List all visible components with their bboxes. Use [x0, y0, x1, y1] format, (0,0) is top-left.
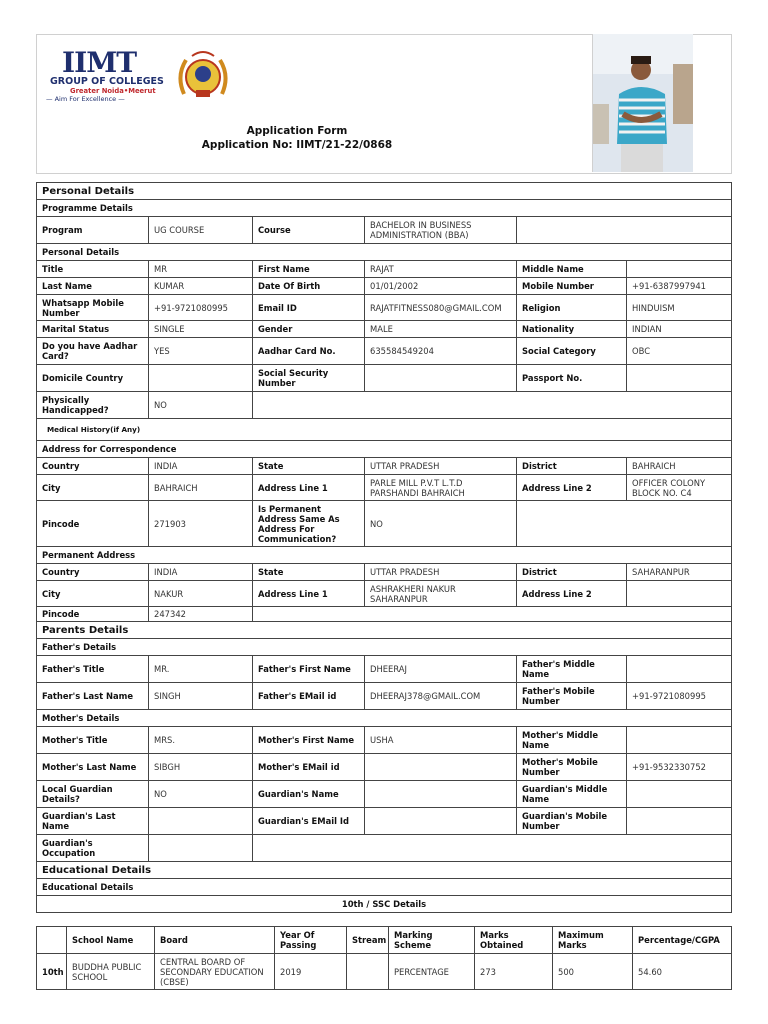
edu-header-stream: Stream: [347, 927, 389, 954]
handicapped-label: Physically Handicapped?: [37, 392, 149, 419]
subsection-personal-details: Personal Details: [37, 244, 732, 261]
gender-label: Gender: [253, 321, 365, 338]
father-title-label: Father's Title: [37, 656, 149, 683]
father-email-label: Father's EMail id: [253, 683, 365, 710]
guardian-last-name-value: [149, 808, 253, 835]
father-last-name-label: Father's Last Name: [37, 683, 149, 710]
corr-pincode-value: 271903: [149, 501, 253, 547]
father-middle-name-value: [627, 656, 732, 683]
mother-last-name-value: SIBGH: [149, 754, 253, 781]
last-name-value: KUMAR: [149, 278, 253, 295]
form-table: [36, 182, 732, 913]
ssn-value: [365, 365, 517, 392]
perm-city-label: City: [37, 581, 149, 607]
nationality-label: Nationality: [517, 321, 627, 338]
father-mobile-value: +91-9721080995: [627, 683, 732, 710]
mother-mobile-label: Mother's Mobile Number: [517, 754, 627, 781]
corr-address2-value: OFFICER COLONY BLOCK NO. C4: [627, 475, 732, 501]
section-parents-details: Parents Details: [37, 622, 732, 639]
guardian-occupation-value: [149, 835, 253, 862]
father-first-name-label: Father's First Name: [253, 656, 365, 683]
father-first-name-value: DHEERAJ: [365, 656, 517, 683]
edu-header-marks: Marks Obtained: [475, 927, 553, 954]
marital-value: SINGLE: [149, 321, 253, 338]
perm-district-label: District: [517, 564, 627, 581]
guardian-middle-name-label: Guardian's Middle Name: [517, 781, 627, 808]
title-label: Title: [37, 261, 149, 278]
mother-first-name-value: USHA: [365, 727, 517, 754]
dob-label: Date Of Birth: [253, 278, 365, 295]
aadhar-question-value: YES: [149, 338, 253, 365]
form-title: Application Form: [246, 125, 348, 137]
corr-city-label: City: [37, 475, 149, 501]
edu-header-year: Year Of Passing: [275, 927, 347, 954]
section-educational-details: Educational Details: [37, 862, 732, 879]
applicant-photo: [592, 34, 693, 172]
middle-name-label: Middle Name: [517, 261, 627, 278]
table-row: [37, 954, 732, 990]
handicapped-value: NO: [149, 392, 253, 419]
guardian-email-value: [365, 808, 517, 835]
empty-cell: [517, 217, 732, 244]
perm-state-label: State: [253, 564, 365, 581]
religion-label: Religion: [517, 295, 627, 321]
social-category-label: Social Category: [517, 338, 627, 365]
last-name-label: Last Name: [37, 278, 149, 295]
edu-max: 500: [553, 954, 633, 990]
edu-year: 2019: [275, 954, 347, 990]
corr-address1-label: Address Line 1: [253, 475, 365, 501]
middle-name-value: [627, 261, 732, 278]
gender-value: MALE: [365, 321, 517, 338]
edu-header-level: [37, 927, 67, 954]
edu-percentage: 54.60: [633, 954, 732, 990]
subsection-father-details: Father's Details: [37, 639, 732, 656]
logo-sub-text: GROUP OF COLLEGES: [50, 76, 164, 87]
perm-address1-value: ASHRAKHERI NAKUR SAHARANPUR: [365, 581, 517, 607]
corr-address2-label: Address Line 2: [517, 475, 627, 501]
application-number: Application No: IIMT/21-22/0868: [201, 139, 393, 151]
whatsapp-value: +91-9721080995: [149, 295, 253, 321]
medical-history-label: Medical History(if Any): [37, 419, 732, 441]
education-header-row: [37, 927, 732, 954]
course-label: Course: [253, 217, 365, 244]
same-address-value: NO: [365, 501, 517, 547]
father-email-value: DHEERAJ378@GMAIL.COM: [365, 683, 517, 710]
edu-header-max: Maximum Marks: [553, 927, 633, 954]
corr-address1-value: PARLE MILL P.V.T L.T.D PARSHANDI BAHRAICH: [365, 475, 517, 501]
program-label: Program: [37, 217, 149, 244]
edu-school: BUDDHA PUBLIC SCHOOL: [67, 954, 155, 990]
perm-pincode-value: 247342: [149, 607, 253, 622]
subsection-programme-details: Programme Details: [37, 200, 732, 217]
college-logo: [46, 48, 174, 104]
edu-level: 10th: [37, 954, 67, 990]
mobile-value: +91-6387997941: [627, 278, 732, 295]
guardian-email-label: Guardian's EMail Id: [253, 808, 365, 835]
ssc-details-heading: 10th / SSC Details: [37, 896, 732, 913]
edu-stream: [347, 954, 389, 990]
corr-state-value: UTTAR PRADESH: [365, 458, 517, 475]
domicile-value: [149, 365, 253, 392]
guardian-name-label: Guardian's Name: [253, 781, 365, 808]
mother-email-value: [365, 754, 517, 781]
title-value: MR: [149, 261, 253, 278]
empty-cell: [517, 501, 732, 547]
email-value: RAJATFITNESS080@GMAIL.COM: [365, 295, 517, 321]
edu-marking: PERCENTAGE: [389, 954, 475, 990]
logo-main-text: IIMT: [62, 46, 137, 79]
father-last-name-value: SINGH: [149, 683, 253, 710]
edu-header-percentage: Percentage/CGPA: [633, 927, 732, 954]
perm-address2-value: [627, 581, 732, 607]
form-title-block: [150, 124, 444, 152]
perm-address2-label: Address Line 2: [517, 581, 627, 607]
mobile-label: Mobile Number: [517, 278, 627, 295]
education-table: [36, 926, 732, 990]
edu-marks: 273: [475, 954, 553, 990]
corr-country-value: INDIA: [149, 458, 253, 475]
edu-board: CENTRAL BOARD OF SECONDARY EDUCATION (CBSE): [155, 954, 275, 990]
edu-header-board: Board: [155, 927, 275, 954]
corr-district-label: District: [517, 458, 627, 475]
mother-first-name-label: Mother's First Name: [253, 727, 365, 754]
logo-tagline: — Aim For Excellence —: [46, 95, 125, 103]
ssn-label: Social Security Number: [253, 365, 365, 392]
perm-state-value: UTTAR PRADESH: [365, 564, 517, 581]
local-guardian-label: Local Guardian Details?: [37, 781, 149, 808]
nationality-value: INDIAN: [627, 321, 732, 338]
aadhar-number-value: 635584549204: [365, 338, 517, 365]
first-name-value: RAJAT: [365, 261, 517, 278]
perm-country-label: Country: [37, 564, 149, 581]
passport-label: Passport No.: [517, 365, 627, 392]
passport-value: [627, 365, 732, 392]
mother-middle-name-value: [627, 727, 732, 754]
perm-city-value: NAKUR: [149, 581, 253, 607]
corr-pincode-label: Pincode: [37, 501, 149, 547]
guardian-occupation-label: Guardian's Occupation: [37, 835, 149, 862]
aadhar-number-label: Aadhar Card No.: [253, 338, 365, 365]
subsection-mother-details: Mother's Details: [37, 710, 732, 727]
perm-country-value: INDIA: [149, 564, 253, 581]
mother-title-label: Mother's Title: [37, 727, 149, 754]
guardian-name-value: [365, 781, 517, 808]
corr-district-value: BAHRAICH: [627, 458, 732, 475]
mother-title-value: MRS.: [149, 727, 253, 754]
email-label: Email ID: [253, 295, 365, 321]
subsection-permanent-address: Permanent Address: [37, 547, 732, 564]
father-middle-name-label: Father's Middle Name: [517, 656, 627, 683]
father-title-value: MR.: [149, 656, 253, 683]
local-guardian-value: NO: [149, 781, 253, 808]
college-emblem-icon: [174, 50, 232, 102]
empty-cell: [253, 607, 732, 622]
program-value: UG COURSE: [149, 217, 253, 244]
guardian-middle-name-value: [627, 781, 732, 808]
logo-location-text: Greater Noida•Meerut: [70, 87, 156, 95]
edu-header-marking: Marking Scheme: [389, 927, 475, 954]
dob-value: 01/01/2002: [365, 278, 517, 295]
corr-state-label: State: [253, 458, 365, 475]
mother-last-name-label: Mother's Last Name: [37, 754, 149, 781]
social-category-value: OBC: [627, 338, 732, 365]
domicile-label: Domicile Country: [37, 365, 149, 392]
empty-cell: [253, 835, 732, 862]
edu-header-school: School Name: [67, 927, 155, 954]
mother-middle-name-label: Mother's Middle Name: [517, 727, 627, 754]
whatsapp-label: Whatsapp Mobile Number: [37, 295, 149, 321]
section-personal-details: Personal Details: [37, 183, 732, 200]
corr-city-value: BAHRAICH: [149, 475, 253, 501]
guardian-last-name-label: Guardian's Last Name: [37, 808, 149, 835]
same-address-label: Is Permanent Address Same As Address For Communication?: [253, 501, 365, 547]
perm-district-value: SAHARANPUR: [627, 564, 732, 581]
perm-pincode-label: Pincode: [37, 607, 149, 622]
religion-value: HINDUISM: [627, 295, 732, 321]
empty-cell: [253, 392, 732, 419]
corr-country-label: Country: [37, 458, 149, 475]
mother-mobile-value: +91-9532330752: [627, 754, 732, 781]
guardian-mobile-label: Guardian's Mobile Number: [517, 808, 627, 835]
perm-address1-label: Address Line 1: [253, 581, 365, 607]
course-value: BACHELOR IN BUSINESS ADMINISTRATION (BBA): [365, 217, 517, 244]
mother-email-label: Mother's EMail id: [253, 754, 365, 781]
father-mobile-label: Father's Mobile Number: [517, 683, 627, 710]
subsection-correspondence-address: Address for Correspondence: [37, 441, 732, 458]
subsection-educational-details: Educational Details: [37, 879, 732, 896]
first-name-label: First Name: [253, 261, 365, 278]
marital-label: Marital Status: [37, 321, 149, 338]
guardian-mobile-value: [627, 808, 732, 835]
aadhar-question-label: Do you have Aadhar Card?: [37, 338, 149, 365]
